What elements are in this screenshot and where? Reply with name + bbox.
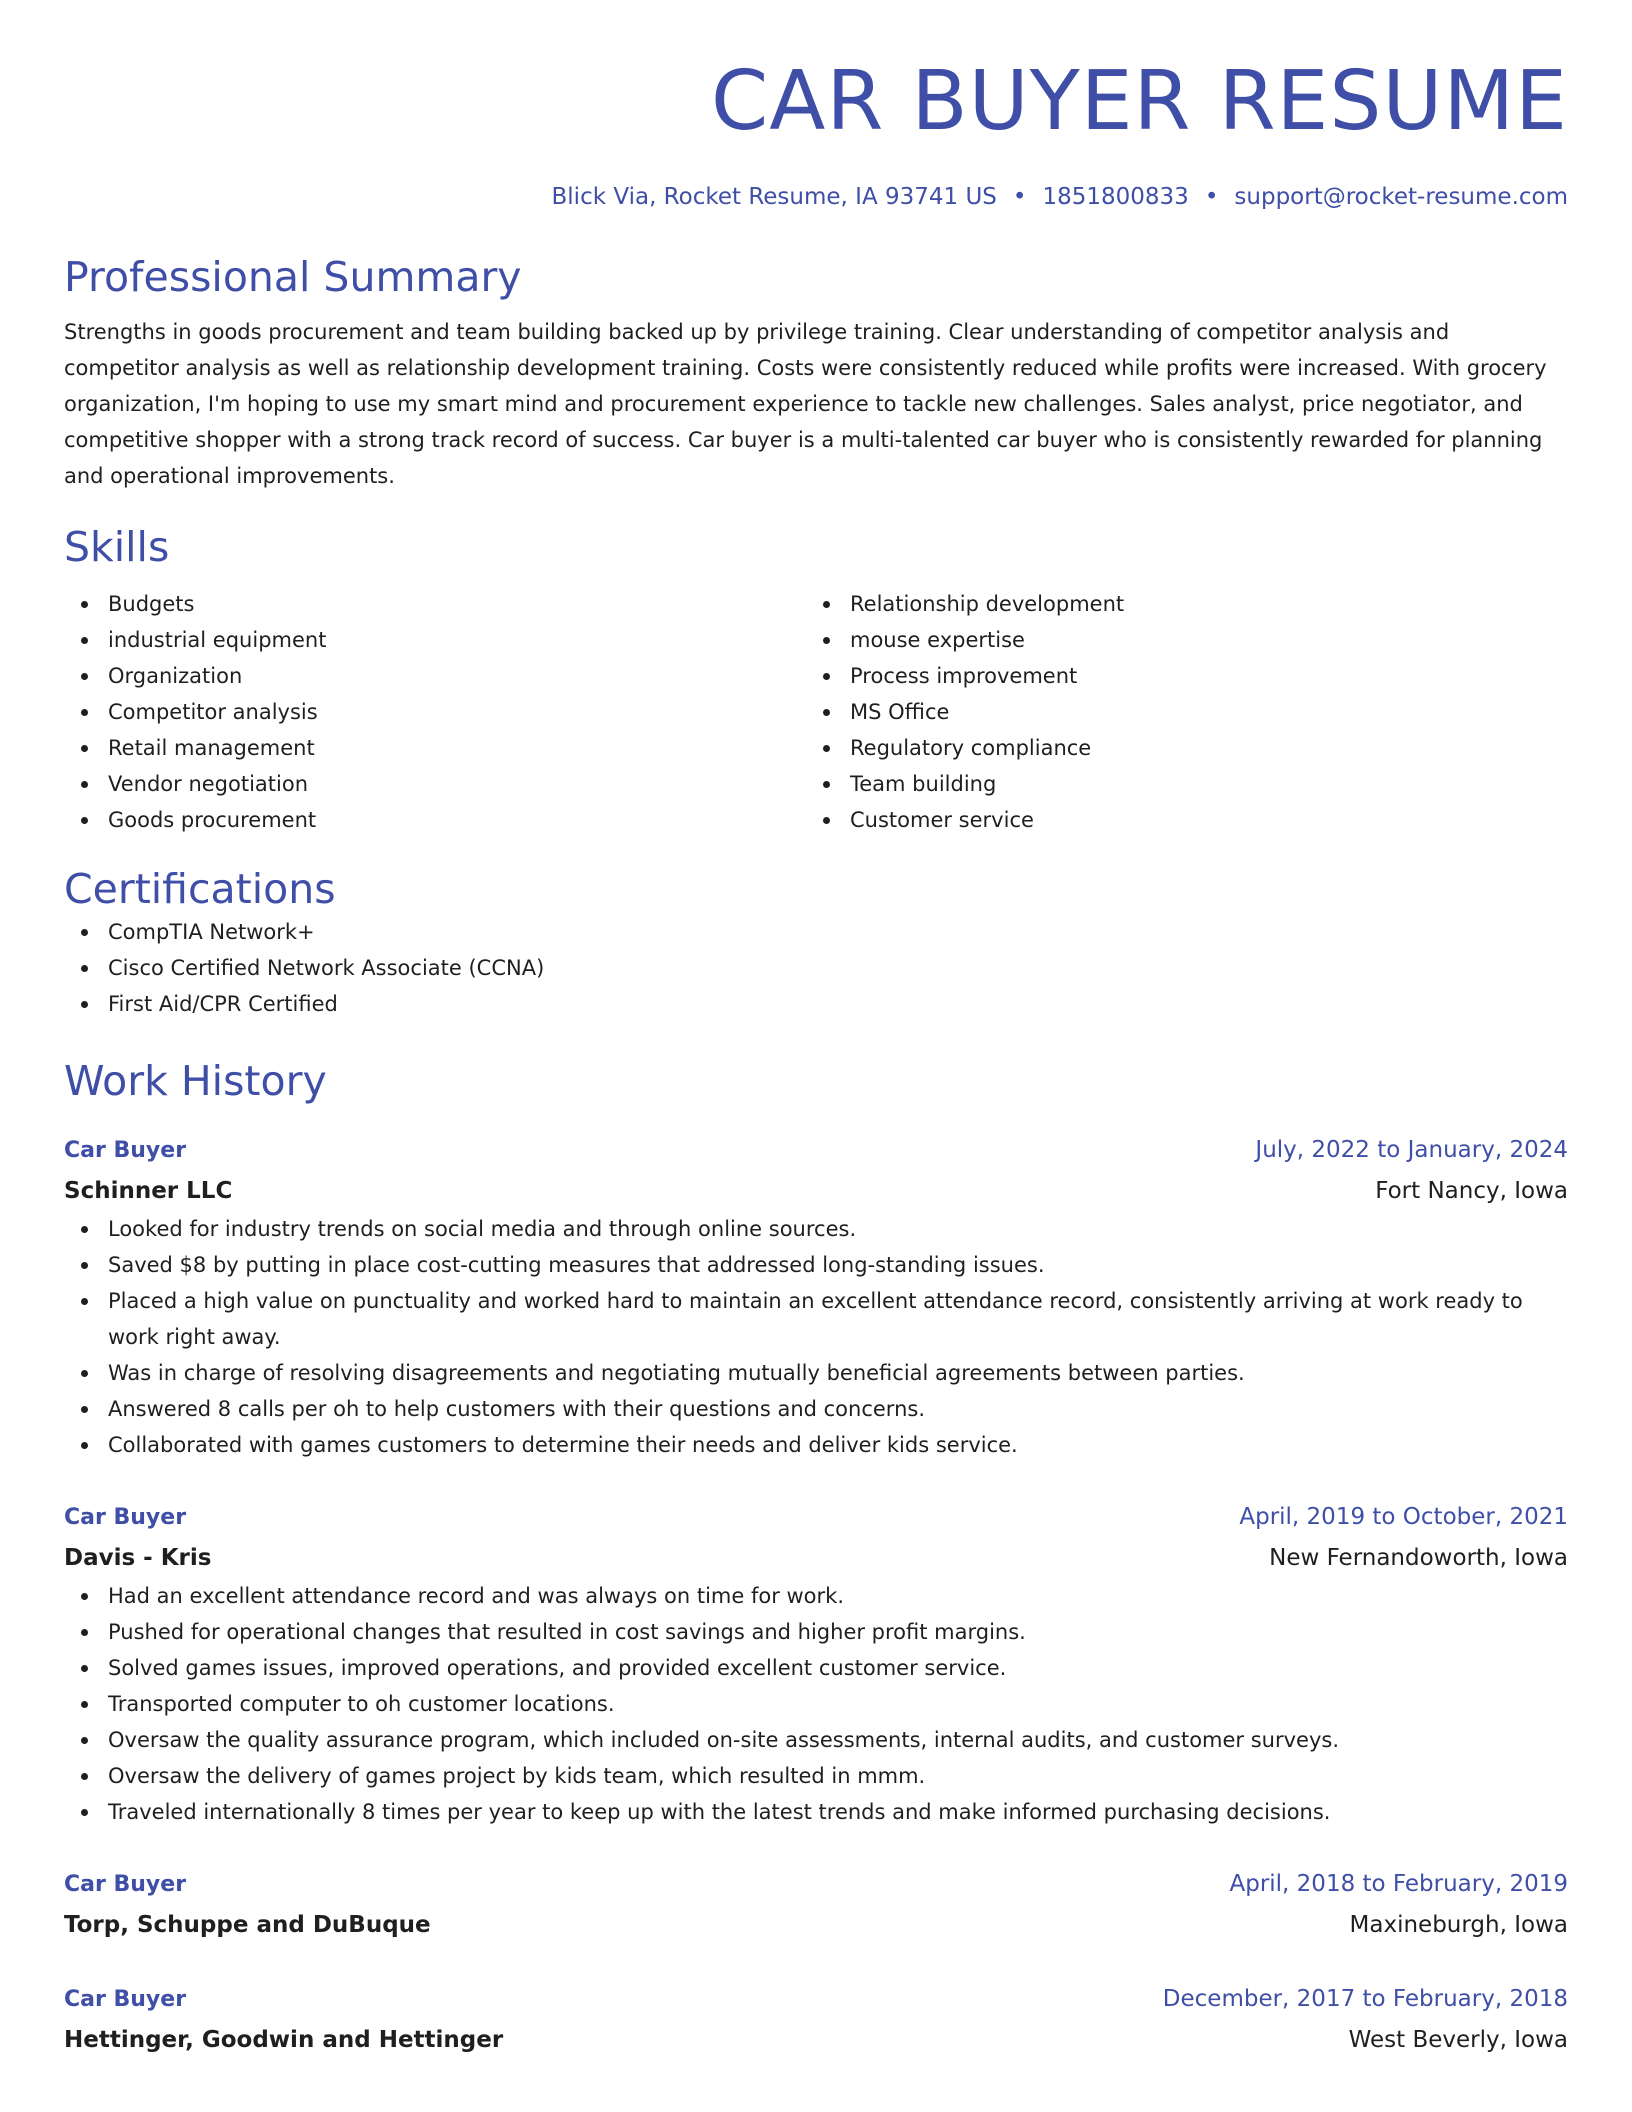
job-dates: April, 2019 to October, 2021 bbox=[1239, 1504, 1568, 1530]
job-location: Maxineburgh, Iowa bbox=[1349, 1912, 1568, 1938]
skill-item: MS Office bbox=[806, 694, 1548, 730]
work-history-heading: Work History bbox=[64, 1057, 327, 1105]
job-entry bbox=[64, 1979, 1568, 2060]
job-bullet: Collaborated with games customers to determine their needs and deliver kids service. bbox=[64, 1427, 1568, 1463]
job-dates: April, 2018 to February, 2019 bbox=[1229, 1871, 1568, 1897]
certifications-list bbox=[64, 914, 1568, 1022]
job-bullet: Oversaw the delivery of games project by kids team, which resulted in mmm. bbox=[64, 1758, 1568, 1794]
skill-item: Budgets bbox=[64, 586, 806, 622]
contact-phone: 1851800833 bbox=[1042, 184, 1189, 210]
job-company: Schinner LLC bbox=[64, 1178, 233, 1204]
skill-item: Retail management bbox=[64, 730, 806, 766]
job-entry bbox=[64, 1130, 1568, 1463]
job-company-row bbox=[64, 1538, 1568, 1578]
job-location: Fort Nancy, Iowa bbox=[1375, 1178, 1568, 1204]
summary-heading: Professional Summary bbox=[64, 253, 522, 301]
job-entry bbox=[64, 1497, 1568, 1830]
job-role: Car Buyer bbox=[64, 1987, 187, 2012]
contact-email[interactable]: support@rocket-resume.com bbox=[1234, 184, 1568, 210]
job-bullet: Traveled internationally 8 times per year to keep up with the latest trends and make informed purchasing decisions. bbox=[64, 1794, 1568, 1830]
resume-page bbox=[64, 52, 1568, 2060]
job-company-row bbox=[64, 1171, 1568, 1211]
skill-item: Competitor analysis bbox=[64, 694, 806, 730]
skill-item: Goods procurement bbox=[64, 802, 806, 838]
job-bullet: Answered 8 calls per oh to help customers with their questions and concerns. bbox=[64, 1391, 1568, 1427]
skill-item: mouse expertise bbox=[806, 622, 1548, 658]
job-company: Davis - Kris bbox=[64, 1545, 212, 1571]
skill-item: Organization bbox=[64, 658, 806, 694]
job-bullet-list bbox=[64, 1211, 1568, 1463]
job-bullet: Transported computer to oh customer locations. bbox=[64, 1686, 1568, 1722]
job-role: Car Buyer bbox=[64, 1505, 187, 1530]
skills-list-left bbox=[64, 586, 806, 838]
contact-separator: • bbox=[1012, 184, 1027, 210]
skill-item: Process improvement bbox=[806, 658, 1548, 694]
job-header-row bbox=[64, 1864, 1568, 1905]
certifications-heading: Certifications bbox=[64, 865, 336, 913]
skill-item: industrial equipment bbox=[64, 622, 806, 658]
job-dates: July, 2022 to January, 2024 bbox=[1255, 1137, 1568, 1163]
job-location: New Fernandoworth, Iowa bbox=[1269, 1545, 1568, 1571]
contact-address: Blick Via, Rocket Resume, IA 93741 US bbox=[551, 184, 997, 210]
summary-text: Strengths in goods procurement and team building backed up by privilege training. Clear understanding of competitor analysis and competitor analysis as well as relationship development training. Costs were consistently reduced while profits were increased. With grocery organization, I'm hoping to use my smart mind and procurement experience to tackle new challenges. Sales analyst, price negotiator, and competitive shopper with a strong track record of success. Car buyer is a multi-talented car buyer who is consistently rewarded for planning and operational improvements. bbox=[64, 320, 1547, 488]
skill-item: Vendor negotiation bbox=[64, 766, 806, 802]
skills-column-right bbox=[806, 586, 1548, 838]
job-bullet: Saved $8 by putting in place cost-cutting measures that addressed long-standing issues. bbox=[64, 1247, 1568, 1283]
job-role: Car Buyer bbox=[64, 1138, 187, 1163]
job-bullet: Was in charge of resolving disagreements and negotiating mutually beneficial agreements between parties. bbox=[64, 1355, 1568, 1391]
job-company: Hettinger, Goodwin and Hettinger bbox=[64, 2027, 504, 2053]
job-bullet: Looked for industry trends on social media and through online sources. bbox=[64, 1211, 1568, 1247]
resume-title: CAR BUYER RESUME bbox=[710, 54, 1568, 149]
job-bullet: Had an excellent attendance record and was always on time for work. bbox=[64, 1578, 1568, 1614]
skill-item: Regulatory compliance bbox=[806, 730, 1548, 766]
skills-column-left bbox=[64, 586, 806, 838]
job-bullet: Placed a high value on punctuality and worked hard to maintain an excellent attendance record, consistently arriving at work ready to work right away. bbox=[64, 1283, 1568, 1355]
job-bullet: Oversaw the quality assurance program, which included on-site assessments, internal audits, and customer surveys. bbox=[64, 1722, 1568, 1758]
skills-heading: Skills bbox=[64, 523, 170, 571]
skill-item: Customer service bbox=[806, 802, 1548, 838]
job-dates: December, 2017 to February, 2018 bbox=[1162, 1986, 1568, 2012]
job-bullet: Solved games issues, improved operations, and provided excellent customer service. bbox=[64, 1650, 1568, 1686]
skill-item: Team building bbox=[806, 766, 1548, 802]
certification-item: CompTIA Network+ bbox=[64, 914, 1568, 950]
skill-item: Relationship development bbox=[806, 586, 1548, 622]
job-bullet: Pushed for operational changes that resulted in cost savings and higher profit margins. bbox=[64, 1614, 1568, 1650]
job-header-row bbox=[64, 1497, 1568, 1538]
certification-item: Cisco Certified Network Associate (CCNA) bbox=[64, 950, 1568, 986]
job-header-row bbox=[64, 1130, 1568, 1171]
skills-list-right bbox=[806, 586, 1548, 838]
contact-separator: • bbox=[1204, 184, 1219, 210]
job-company-row bbox=[64, 1905, 1568, 1945]
job-entry bbox=[64, 1864, 1568, 1945]
contact-line bbox=[64, 182, 1568, 212]
job-company-row bbox=[64, 2020, 1568, 2060]
skills-columns bbox=[64, 586, 1568, 838]
certification-item: First Aid/CPR Certified bbox=[64, 986, 1568, 1022]
job-role: Car Buyer bbox=[64, 1872, 187, 1897]
job-location: West Beverly, Iowa bbox=[1348, 2027, 1568, 2053]
job-bullet-list bbox=[64, 1578, 1568, 1830]
job-header-row bbox=[64, 1979, 1568, 2020]
job-company: Torp, Schuppe and DuBuque bbox=[64, 1912, 431, 1938]
